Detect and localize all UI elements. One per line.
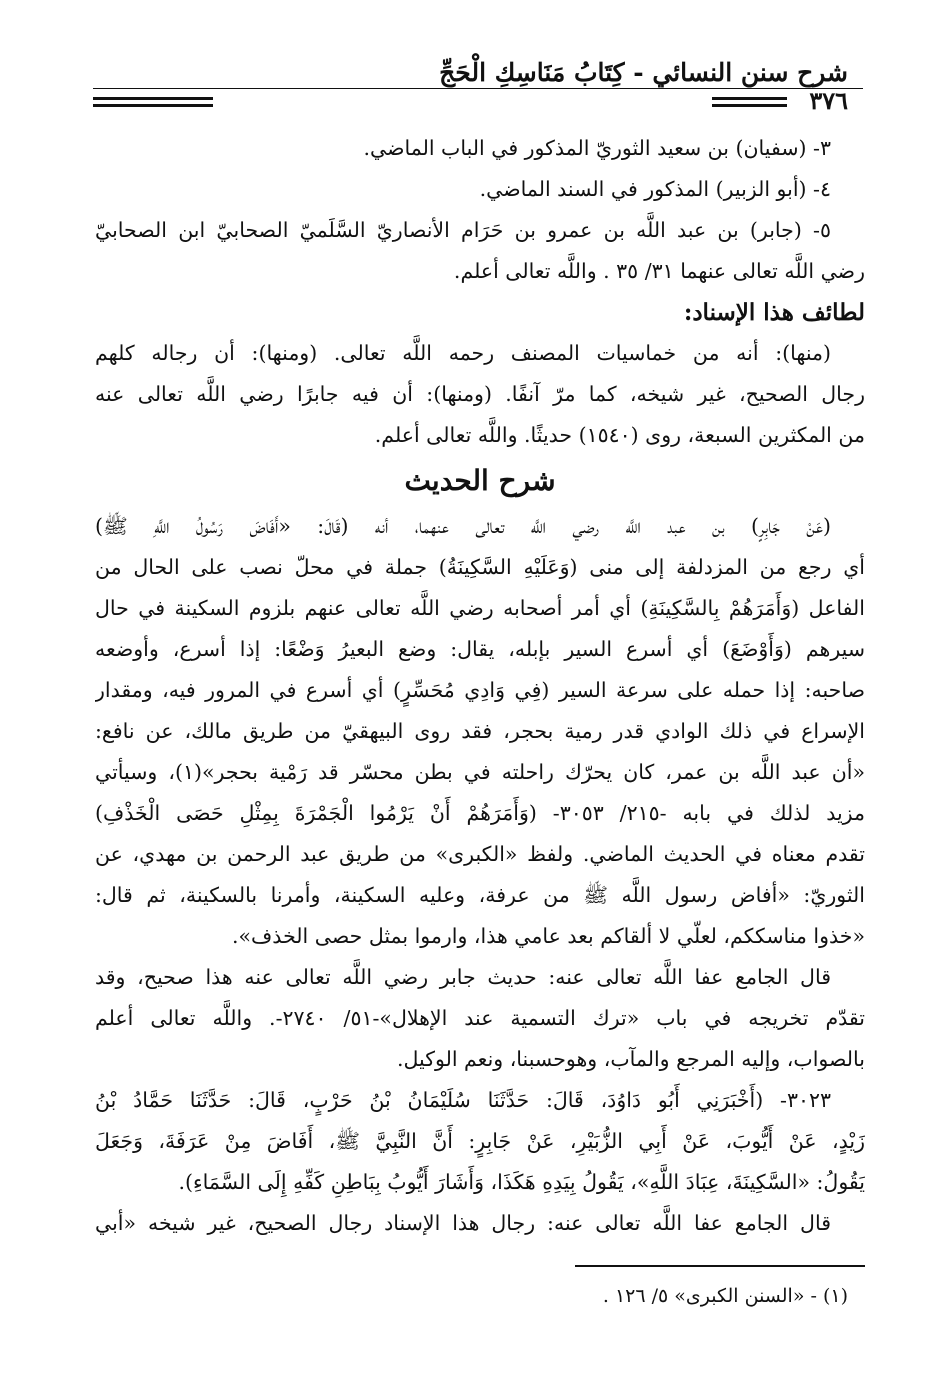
text-line: تقدّم تخريجه في باب «ترك التسمية عند الإهلال»-٥١/ ٢٧٤٠-. واللَّه تعالى أعلم: [95, 1006, 865, 1030]
text-line: رضي اللَّه تعالى عنهما ٣١/ ٣٥ . واللَّه تعالى أعلم.: [453, 259, 865, 283]
footnote-rule: [575, 1265, 865, 1267]
section-heading: لطائف هذا الإسناد:: [683, 299, 865, 326]
text-line: «خذوا مناسككم، لعلّي لا ألقاكم بعد عامي هذا، وارموا بمثل حصى الخذف».: [232, 924, 865, 948]
header-ornament-line: [712, 104, 787, 107]
page-number: ٣٧٦: [809, 86, 848, 115]
text-line: قال الجامع عفا اللَّه تعالى عنه: رجال هذا الإسناد رجال الصحيح، غير شيخه «أبي: [95, 1211, 831, 1235]
text-line: رجال الصحيح، غير شيخه، كما مرّ آنفًا. (ومنها): أن فيه جابرًا رضي اللَّه تعالى عنه: [95, 382, 865, 406]
text-line: «أن عبد اللَّه بن عمر، كان يحرّك راحلته في بطن محسّر قد رَمْية بحجر»(١)، وسيأتي: [95, 760, 865, 784]
text-line: (عَنْ جَابِرٍ) بن عبد اللَّه رضي اللَّه تعالى عنهما، أنه (قَالَ: «أَفَاضَ رَسُولُ اللَّهِ ﷺ): [95, 514, 831, 538]
header-ornament-line: [93, 104, 213, 107]
hadith-line: ٣٠٢٣- (أَخْبَرَنِي أَبُو دَاوُدَ، قَالَ: حَدَّثَنَا سُلَيْمَانُ بْنُ حَرْبٍ، قَالَ: حَدَّثَنَا حَمَّادُ بْنُ: [95, 1088, 831, 1112]
text-line: (منها): أنه من خماسيات المصنف رحمه اللَّه تعالى. (ومنها): أن رجاله كلهم: [95, 341, 831, 365]
text-line: صاحبه: إذا حمله على سرعة السير (فِي وَادِي مُحَسِّرٍ) أي أسرع في المرور فيه، ومقدار: [95, 678, 865, 702]
hadith-line: يَقُولُ: «السَّكِينَةَ، عِبَادَ اللَّهِ»، يَقُولُ بِيَدِهِ هَكَذَا، وَأَشَارَ أَيُّوبُ بِبَاطِنِ كَفِّهِ إِلَى السَّمَاءِ).: [178, 1170, 865, 1194]
narrator-item: ٣- (سفيان) بن سعيد الثوريّ المذكور في الباب الماضي.: [363, 136, 831, 160]
text-line: الفاعل (وَأَمَرَهُمْ بِالسَّكِينَةِ) أي أمر أصحابه رضي اللَّه تعالى عنهم بلزوم السكينة في حال: [95, 596, 865, 620]
narrator-item: ٤- (أبو الزبير) المذكور في السند الماضي.: [479, 177, 831, 201]
header-ornament-line: [712, 97, 787, 100]
text-line: قال الجامع عفا اللَّه تعالى عنه: حديث جابر رضي اللَّه تعالى عنه هذا صحيح، وقد: [95, 965, 831, 989]
text-line: أي رجع من المزدلفة إلى منى (وَعَلَيْهِ السَّكِينَةُ) جملة في محلّ نصب على الحال من: [95, 555, 865, 579]
text-line: مزيد لذلك في بابه -٢١٥/ ٣٠٥٣- (وَأَمَرَهُمْ أَنْ يَرْمُوا الْجَمْرَةَ بِمِثْلِ حَصَى الْخَذْفِ): [95, 801, 865, 825]
running-header-title: شرح سنن النسائي - كِتَابُ مَنَاسِكِ الْحَجِّ: [439, 58, 848, 87]
footnote: (١) - «السنن الكبرى» ٥/ ١٢٦ .: [602, 1285, 848, 1307]
narrator-item: ٥- (جابر) بن عبد اللَّه بن عمرو بن حَرَام الأنصاريّ السَّلَميّ الصحابيّ ابن الصحابيّ: [95, 218, 831, 242]
main-text: [95, 128, 865, 1244]
text-line: الإسراع في ذلك الوادي قدر رمية بحجر، فقد روى البيهقيّ من طريق مالك، عن نافع:: [95, 719, 865, 743]
header-rule: [93, 88, 863, 89]
header-ornament-line: [93, 97, 213, 100]
text-line: من المكثرين السبعة، روى (١٥٤٠) حديثًا. واللَّه تعالى أعلم.: [374, 423, 865, 447]
text-line: بالصواب، وإليه المرجع والمآب، وهوحسبنا، ونعم الوكيل.: [397, 1047, 865, 1071]
hadith-line: زَيْدٍ، عَنْ أَيُّوبَ، عَنْ أَبِي الزُّبَيْرِ، عَنْ جَابِرٍ: أَنَّ النَّبِيَّ ﷺ، أَفَاضَ مِنْ عَرَفَةَ، وَجَعَلَ: [95, 1129, 865, 1153]
text-line: سيرهم (وَأَوْضَعَ) أي أسرع السير بإبله، يقال: وضع البعيرُ وَضْعًا: إذا أسرع، وأوضعه: [95, 637, 865, 661]
section-title: شرح الحديث: [404, 464, 556, 497]
text-line: تقدم معناه في الحديث الماضي. ولفظ «الكبرى» من طريق عبد الرحمن بن مهدي، عن: [95, 842, 865, 866]
text-line: الثوريّ: «أفاض رسول اللَّه ﷺ من عرفة، وعليه السكينة، وأمرنا بالسكينة، ثم قال:: [95, 883, 865, 907]
